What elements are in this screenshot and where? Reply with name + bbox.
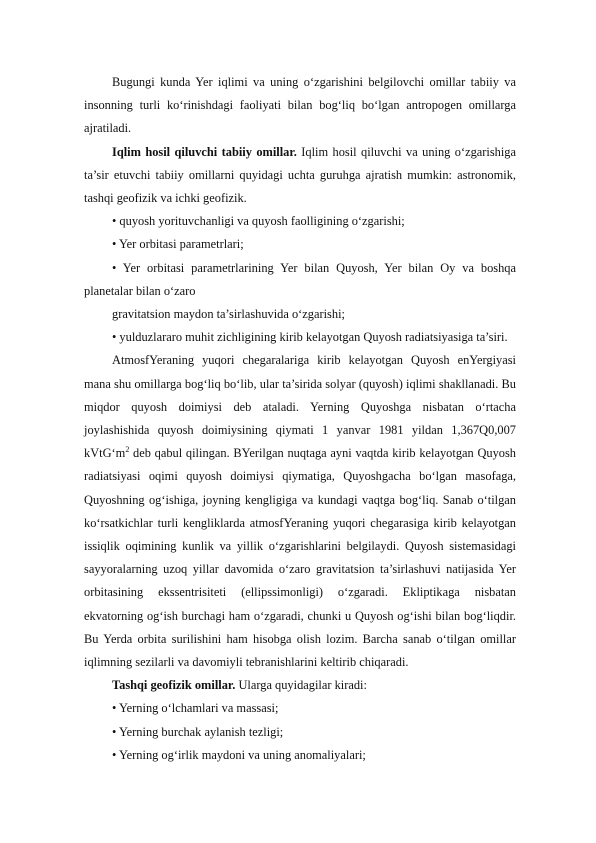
bullet-item: • Yerning o‘lchamlari va massasi; xyxy=(112,701,279,716)
document-page xyxy=(84,71,516,767)
paragraph-external-factors xyxy=(84,674,516,697)
paragraph-solar-constant xyxy=(84,349,516,674)
paragraph-intro-text: Bugungi kunda Yer iqlimi va uning o‘zgarishini belgilovchi omillar tabiiy va insonning turli ko‘rinishdagi faoliyati bilan bog‘liq bo‘lgan antropogen omillarga ajratiladi. xyxy=(84,75,516,136)
paragraph-intro xyxy=(84,71,516,141)
paragraph-natural-factors-text: Iqlim hosil qiluvchi va uning o‘zgarishiga ta’sir etuvchi tabiiy omillarni quyidagi uchta guruhga ajratish mumkin: astronomik, tashqi geofizik va ichki geofizik. xyxy=(84,144,517,206)
paragraph-natural-factors xyxy=(84,141,516,211)
superscript-2: 2 xyxy=(125,445,130,455)
section-heading-natural-factors: Iqlim hosil qiluvchi tabiiy omillar. xyxy=(112,144,297,159)
bullet-item: • Yer orbitasi parametrlarining Yer bilan Quyosh, Yer bilan Oy va boshqa planetalar bilan o‘zaro xyxy=(84,260,516,298)
paragraph-solar-constant-text-a: AtmosfYeraning yuqori chegaralariga kirib kelayotgan Quyosh enYergiyasi mana shu omillarga bog‘liq bo‘lib, ular ta’sirida solyar (quyosh) iqlimi shakllanadi. Bu miqdor quyosh doimiysi deb ataladi. Yerning Quyoshga nisbatan o‘rtacha joylashishida quyosh doimiysining qiymati 1 yanvar 1981 yildan 1,367Q0,007 kVtG‘m xyxy=(84,353,516,461)
bullet-item: • Yerning og‘irlik maydoni va uning anomaliyalari; xyxy=(112,747,366,762)
bullet-item-continuation: gravitatsion maydon ta’sirlashuvida o‘zgarishi; xyxy=(112,307,345,322)
paragraph-solar-constant-text-b: deb qabul qilingan. BYerilgan nuqtaga ayni vaqtda kirib kelayotgan Quyosh radiatsiyasi oqimi quyosh doimiysi qiymatiga, Quyoshgacha bo‘lgan masofaga, Quyoshning og‘ishiga, joyning kengligiga va kundagi vaqtga bog‘liq. Sanab o‘tilgan ko‘rsatkichlar turli kengliklarda atmosfYeraning yuqori chegarasiga kirib kelayotgan issiqlik oqimining kunlik va yillik o‘zgarishlarini belgilaydi. Quyosh sistemasidagi sayyoralarning uzoq yillar davomida o‘zaro gravitatsion ta’sirlashuvi natijasida Yer orbitasining ekssentrisiteti (ellipssimonligi) o‘zgaradi. Ekliptikaga nisbatan ekvatorning og‘ish burchagi ham o‘zgaradi, chunki u Quyosh og‘ishi bilan bog‘liqdir. Bu Yerda orbita surilishini ham hisobga olish lozim. Barcha sanab o‘tilgan omillar iqlimning sezilarli va davomiyli tebranishlarini keltirib chiqaradi. xyxy=(84,446,516,670)
bullet-item: • Yerning burchak aylanish tezligi; xyxy=(112,724,284,739)
paragraph-external-factors-text: Ularga quyidagilar kiradi: xyxy=(235,678,367,693)
section-heading-external-factors: Tashqi geofizik omillar. xyxy=(112,678,236,693)
bullet-item: • quyosh yorituvchanligi va quyosh faolligining o‘zgarishi; xyxy=(112,214,405,229)
bullet-item: • yulduzlararo muhit zichligining kirib kelayotgan Quyosh radiatsiyasiga ta’siri. xyxy=(112,330,508,345)
bullet-item: • Yer orbitasi parametrlari; xyxy=(112,237,244,252)
